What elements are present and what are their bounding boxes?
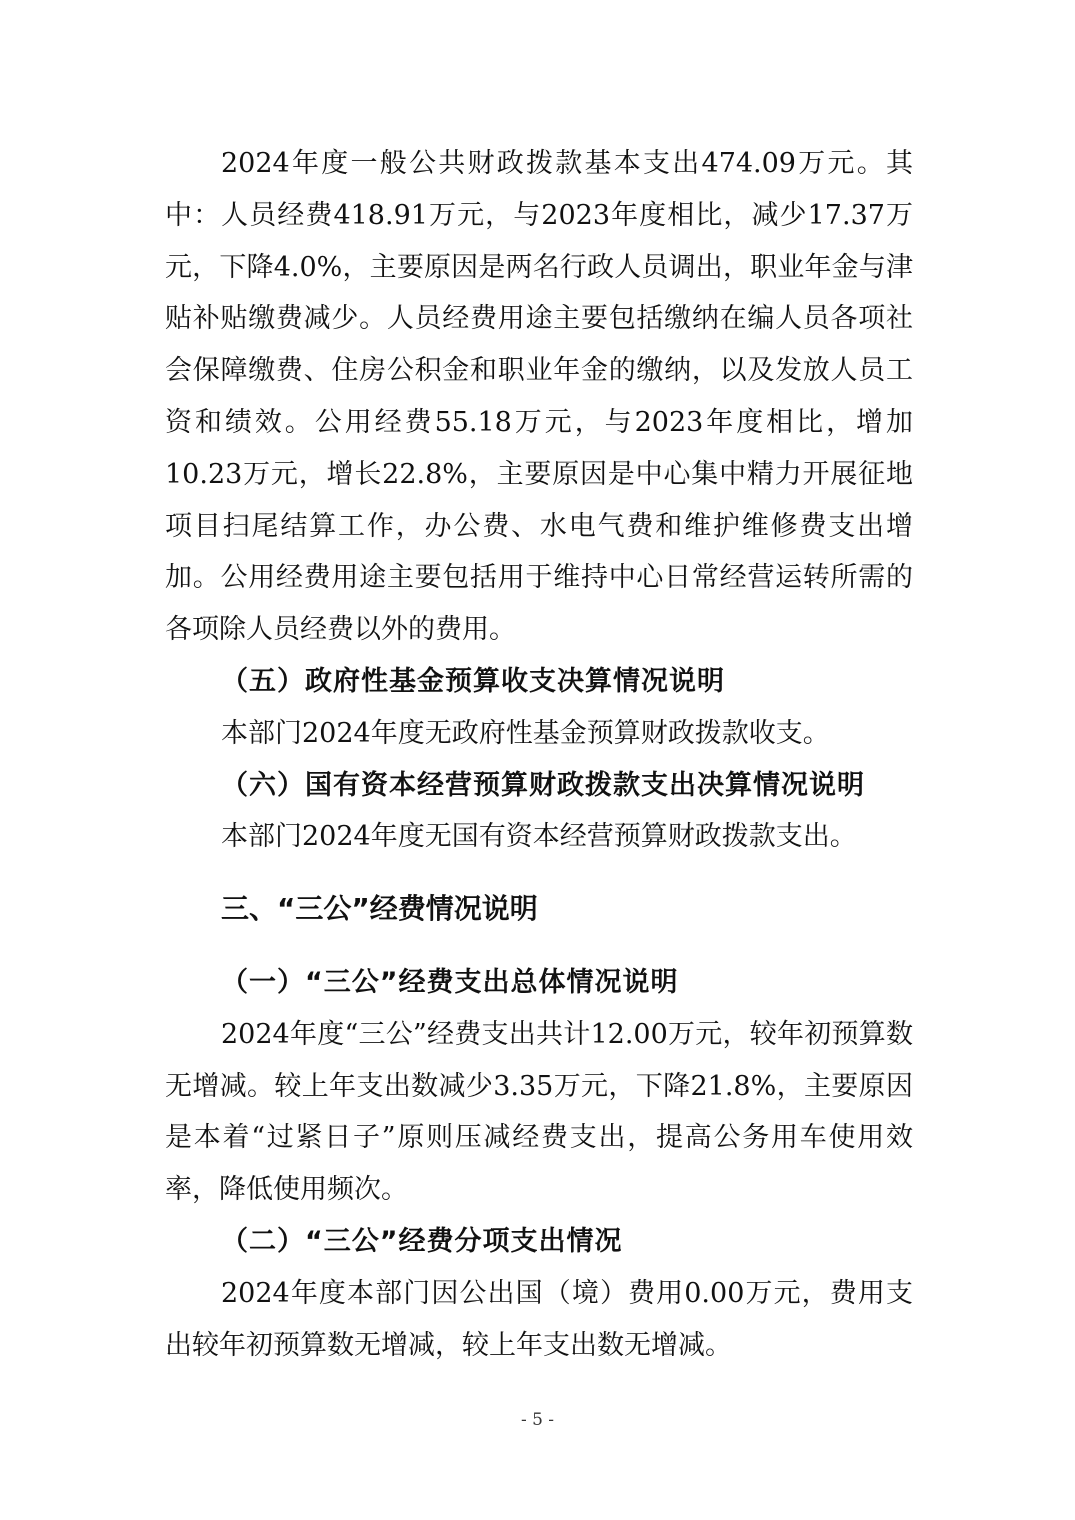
paragraph-government-fund: 本部门2024年度无政府性基金预算财政拨款收支。 xyxy=(221,717,830,749)
page-content xyxy=(165,138,913,1371)
paragraph-overseas-travel: 2024年度本部门因公出国（境）费用0.00万元，费用支出较年初预算数无增减，较上年支出数无增减。 xyxy=(165,1277,913,1361)
heading-three-public-itemized: （二）“三公”经费分项支出情况 xyxy=(221,1225,623,1257)
paragraph-basic-expenditure: 2024年度一般公共财政拨款基本支出474.09万元。其中：人员经费418.91万元，与2023年度相比，减少17.37万元，下降4.0%，主要原因是两名行政人员调出，职业年金与津贴补贴缴费减少。人员经费用途主要包括缴纳在编人员各项社会保障缴费、住房公积金和职业年金的缴纳，以及发放人员工资和绩效。公用经费55.18万元，与2023年度相比，增加10.23万元，增长22.8%，主要原因是中心集中精力开展征地项目扫尾结算工作，办公费、水电气费和维护维修费支出增加。公用经费用途主要包括用于维持中心日常经营运转所需的各项除人员经费以外的费用。 xyxy=(165,148,913,646)
heading-three-public-overall: （一）“三公”经费支出总体情况说明 xyxy=(221,966,679,998)
paragraph-three-public-overall: 2024年度“三公”经费支出共计12.00万元，较年初预算数无增减。较上年支出数减少3.35万元，下降21.8%，主要原因是本着“过紧日子”原则压减经费支出，提高公务用车使用效率，降低使用频次。 xyxy=(165,1018,913,1206)
heading-state-capital: （六）国有资本经营预算财政拨款支出决算情况说明 xyxy=(221,769,865,801)
heading-three-public-expenses: 三、“三公”经费情况说明 xyxy=(221,892,538,926)
paragraph-state-capital: 本部门2024年度无国有资本经营预算财政拨款支出。 xyxy=(221,821,857,853)
heading-government-fund: （五）政府性基金预算收支决算情况说明 xyxy=(221,665,725,697)
page-number: - 5 - xyxy=(520,1410,555,1430)
